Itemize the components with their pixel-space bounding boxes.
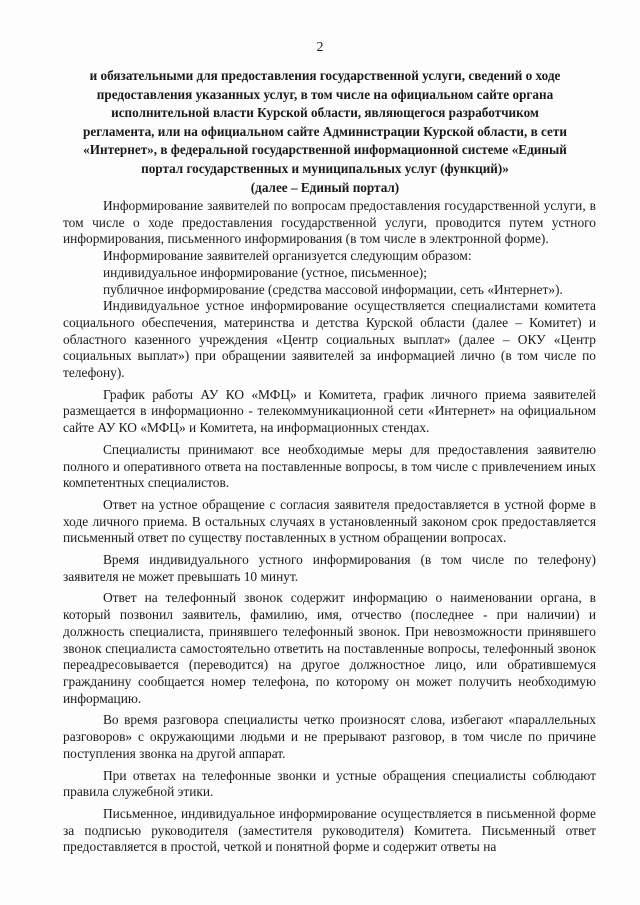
paragraph: Информирование заявителей по вопросам предоставления государственной услуги, в том числе о ходе предоставления государственной услуги, проводится путем устного информирования, письменного информирования (в том числе в электронной форме). — [63, 198, 596, 247]
paragraph: При ответах на телефонные звонки и устные обращения специалисты соблюдают правила служебной этики. — [63, 767, 596, 800]
paragraph: индивидуальное информирование (устное, письменное); — [103, 264, 427, 280]
heading-line: (далее – Единый портал) — [250, 179, 400, 195]
paragraph: Индивидуальное устное информирование осуществляется специалистами комитета социального обеспечения, материнства и детства Курской области (далее – Комитет) и областного казенного учреждения «Центр социальных выплат» (далее – ОКУ «Центр социальных выплат») при обращении заявителей за информацией лично (в том числе по телефону). — [63, 298, 596, 381]
paragraph: График работы АУ КО «МФЦ» и Комитета, график личного приема заявителей размещается в информационно - телекоммуникационной сети «Интернет» на официальном сайте АУ КО «МФЦ» и Комитета, на информационных стендах. — [63, 386, 596, 436]
page-number: 2 — [316, 40, 324, 55]
section-heading — [60, 67, 590, 197]
paragraph: Ответ на телефонный звонок содержит информацию о наименовании органа, в который позвонил заявитель, фамилию, имя, отчество (последнее - при наличии) и должность специалиста, принявшего телефонный звонок. При невозможности принявшего звонок специалиста самостоятельно ответить на поставленные вопросы, телефонный звонок переадресовывается (переводится) на другое должностное лицо, или обратившемуся гражданину сообщается номер телефона, по которому он может получить необходимую информацию. — [63, 590, 596, 706]
heading-line: портал государственных и муниципальных услуг (функций)» — [141, 160, 509, 176]
heading-line: регламента, или на официальном сайте Администрации Курской области, в сети — [83, 123, 567, 139]
paragraph: Письменное, индивидуальное информирование осуществляется в письменной форме за подписью руководителя (заместителя руководителя) Комитета. Письменный ответ предоставляется в простой, четкой и понятной форме и содержит ответы на — [63, 805, 596, 855]
heading-line: предоставления указанных услуг, в том числе на официальном сайте органа — [96, 86, 554, 102]
paragraph: публичное информирование (средства массовой информации, сеть «Интернет»). — [103, 281, 563, 297]
paragraph: Специалисты принимают все необходимые меры для предоставления заявителю полного и оперативного ответа на поставленные вопросы, в том числе с привлечением иных компетентных специалистов. — [63, 441, 596, 491]
heading-line: и обязательными для предоставления государственной услуги, сведений о ходе — [89, 68, 561, 83]
paragraph: Во время разговора специалисты четко произносят слова, избегают «параллельных разговоров» с окружающими людьми и не прерывают разговор, в том числе по причине поступления звонка на другой аппарат. — [63, 712, 596, 761]
heading-line: исполнительной власти Курской области, являющегося разработчиком — [111, 105, 539, 121]
paragraph: Ответ на устное обращение с согласия заявителя предоставляется в устной форме в ходе личного приема. В остальных случаях в установленный законом срок предоставляется письменный ответ по существу поставленных в устном обращении вопросах. — [63, 496, 596, 546]
heading-line: «Интернет», в федеральной государственной информационной системе «Единый — [83, 142, 567, 158]
paragraph: Время индивидуального устного информирования (в том числе по телефону) заявителя не может превышать 10 минут. — [63, 552, 596, 584]
paragraph: Информирование заявителей организуется следующим образом: — [103, 248, 472, 264]
body-text — [63, 198, 596, 856]
